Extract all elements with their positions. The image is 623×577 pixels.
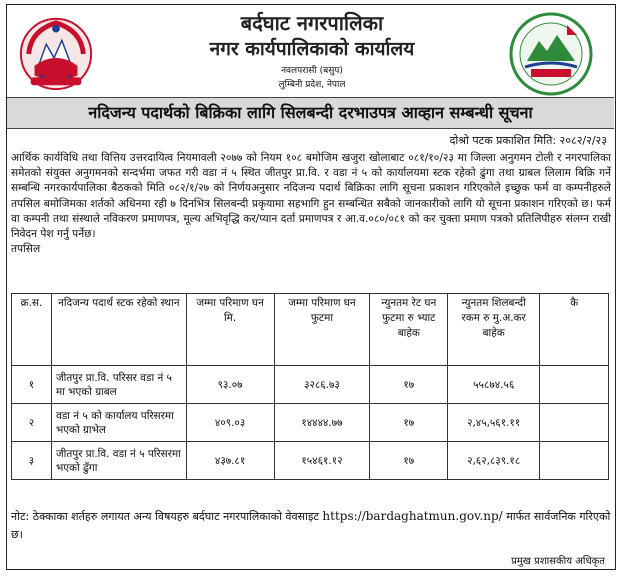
header-qty-m: जम्मा परिमाण घन मि. xyxy=(186,294,274,366)
header-sn: क्र.स. xyxy=(12,294,52,366)
header-min-amount: न्युनतम शिलबन्दी रकम रु मु.अ.कर बाहेक xyxy=(448,294,540,366)
cell-min-amount: २,६२,८३९.१८ xyxy=(448,442,540,480)
office-name: नगर कार्यपालिकाको कार्यालय xyxy=(209,38,415,60)
cell-remarks xyxy=(540,366,609,404)
cell-min-amount: ५५८७४.५६ xyxy=(448,366,540,404)
note-prefix: नोट: ठेक्काका शर्तहरु लगायत अन्य विषयहरु बर्दघाट नगरपालिकाको वेवसाइट xyxy=(11,510,323,523)
cell-sn: २ xyxy=(12,404,52,442)
header-min-rate: न्युनतम रेट घन फुटमा रु भ्याट बाहेक xyxy=(370,294,448,366)
cell-qty-ft: १५४६१.१२ xyxy=(274,442,370,480)
cell-location: जीतपुर प्रा.वि. परिसर वडा नं ५ मा भएको ग्राबल xyxy=(51,366,186,404)
cell-location: जीतपुर प्रा.वि. वडा नं ५ परिसरमा भएको ढुँगा xyxy=(51,442,186,480)
cell-qty-m: ४०९.०३ xyxy=(186,404,274,442)
cell-remarks xyxy=(540,404,609,442)
cell-min-rate: १७ xyxy=(370,366,448,404)
stock-table xyxy=(11,293,609,480)
footer-note xyxy=(11,507,611,544)
header-location: नदिजन्य पदार्थ स्टक रहेको स्थान xyxy=(51,294,186,366)
cell-qty-ft: ३२८६.७३ xyxy=(274,366,370,404)
notice-body-text: आर्थिक कार्यविधि तथा वित्तिय उत्तरदायित्व नियमावली २०७७ को नियम १०८ बमोजिम खजुरा खोलाबाट ०८१/१०/२३ मा जिल्ला अनुगमन टोली र नगरपालिका समेतको संयुक्त अनुगमनको सन्दर्भमा जफत गरी वडा नं ५ स्थित जीतपुर प्रा.वि. र वडा नं ५ को कार्यालयमा स्टक रहेको ढुंगा तथा ग्राबल लिलाम बिक्रि गर्ने सम्बन्धि नगरकार्यपालिका बैठकको मिति ०८२/१/२७ को निर्णयअनुसार नदिजन्य पदार्थ बिक्रिका लागि सूचना प्रकाशन गरिएकोले इच्छुक फर्म वा कम्पनीहरुले तपसिल बमोजिमका शर्तको अधिनमा रही ७ दिनभित्र सिलबन्दी प्रकृयामा सहभागि हुन सम्बन्धित सबैको जानकारीको लागि यो सूचना प्रकाशन गरिएको छ। फर्म वा कम्पनी तथा संस्थाले नविकरण प्रमाणपत्र, मूल्य अभिवृद्धि कर/प्यान दर्ता प्रमाणपत्र र आ.व.०८०/०८१ को कर चुक्ता प्रमाण पत्रको प्रतिलिपीहरु संलग्न राखी निवेदन पेश गर्नु पर्नेछ। xyxy=(11,152,611,241)
province-name: लुम्बिनी प्रदेश, नेपाल xyxy=(278,80,346,90)
district-name: नवलपरासी (बसुप) xyxy=(281,66,343,76)
cell-qty-ft: १४४४४.७७ xyxy=(274,404,370,442)
table-row xyxy=(12,404,609,442)
header-qty-ft: जम्मा परिमाण घन फुटमा xyxy=(274,294,370,366)
table-row xyxy=(12,366,609,404)
cell-sn: ३ xyxy=(12,442,52,480)
cell-location: वडा नं ५ को कार्यालय परिसरमा भएको ग्राभेल xyxy=(51,404,186,442)
cell-qty-m: ९३.०७ xyxy=(186,366,274,404)
notice-title-banner: नदिजन्य पदार्थको बिक्रिका लागि सिलबन्दी दरभाउपत्र आव्हान सम्बन्धी सूचना xyxy=(7,97,614,129)
website-link[interactable]: https://bardaghatmun.gov.np/ xyxy=(322,509,503,523)
published-date: दोश्रो पटक प्रकाशित मिति: २०८२/२/२३ xyxy=(449,134,607,147)
header-remarks: कै xyxy=(540,294,609,366)
notice-body xyxy=(11,151,611,257)
table-row xyxy=(12,442,609,480)
cell-remarks xyxy=(540,442,609,480)
table-header-row xyxy=(12,294,609,366)
municipality-logo-icon xyxy=(505,11,597,97)
signature-title: प्रमुख प्रशासकीय अधिकृत xyxy=(511,556,605,567)
cell-min-rate: १७ xyxy=(370,404,448,442)
cell-sn: १ xyxy=(12,366,52,404)
cell-qty-m: ४३७.८१ xyxy=(186,442,274,480)
tapsil-label: तपसिल xyxy=(11,243,41,256)
cell-min-amount: २,४५,५६१.११ xyxy=(448,404,540,442)
municipality-name: बर्दघाट नगरपालिका xyxy=(240,11,384,35)
note-suffix: मार्फत सार्वजनिक गरिएको छ। xyxy=(11,510,611,541)
cell-min-rate: १७ xyxy=(370,442,448,480)
notice-frame xyxy=(6,4,616,570)
